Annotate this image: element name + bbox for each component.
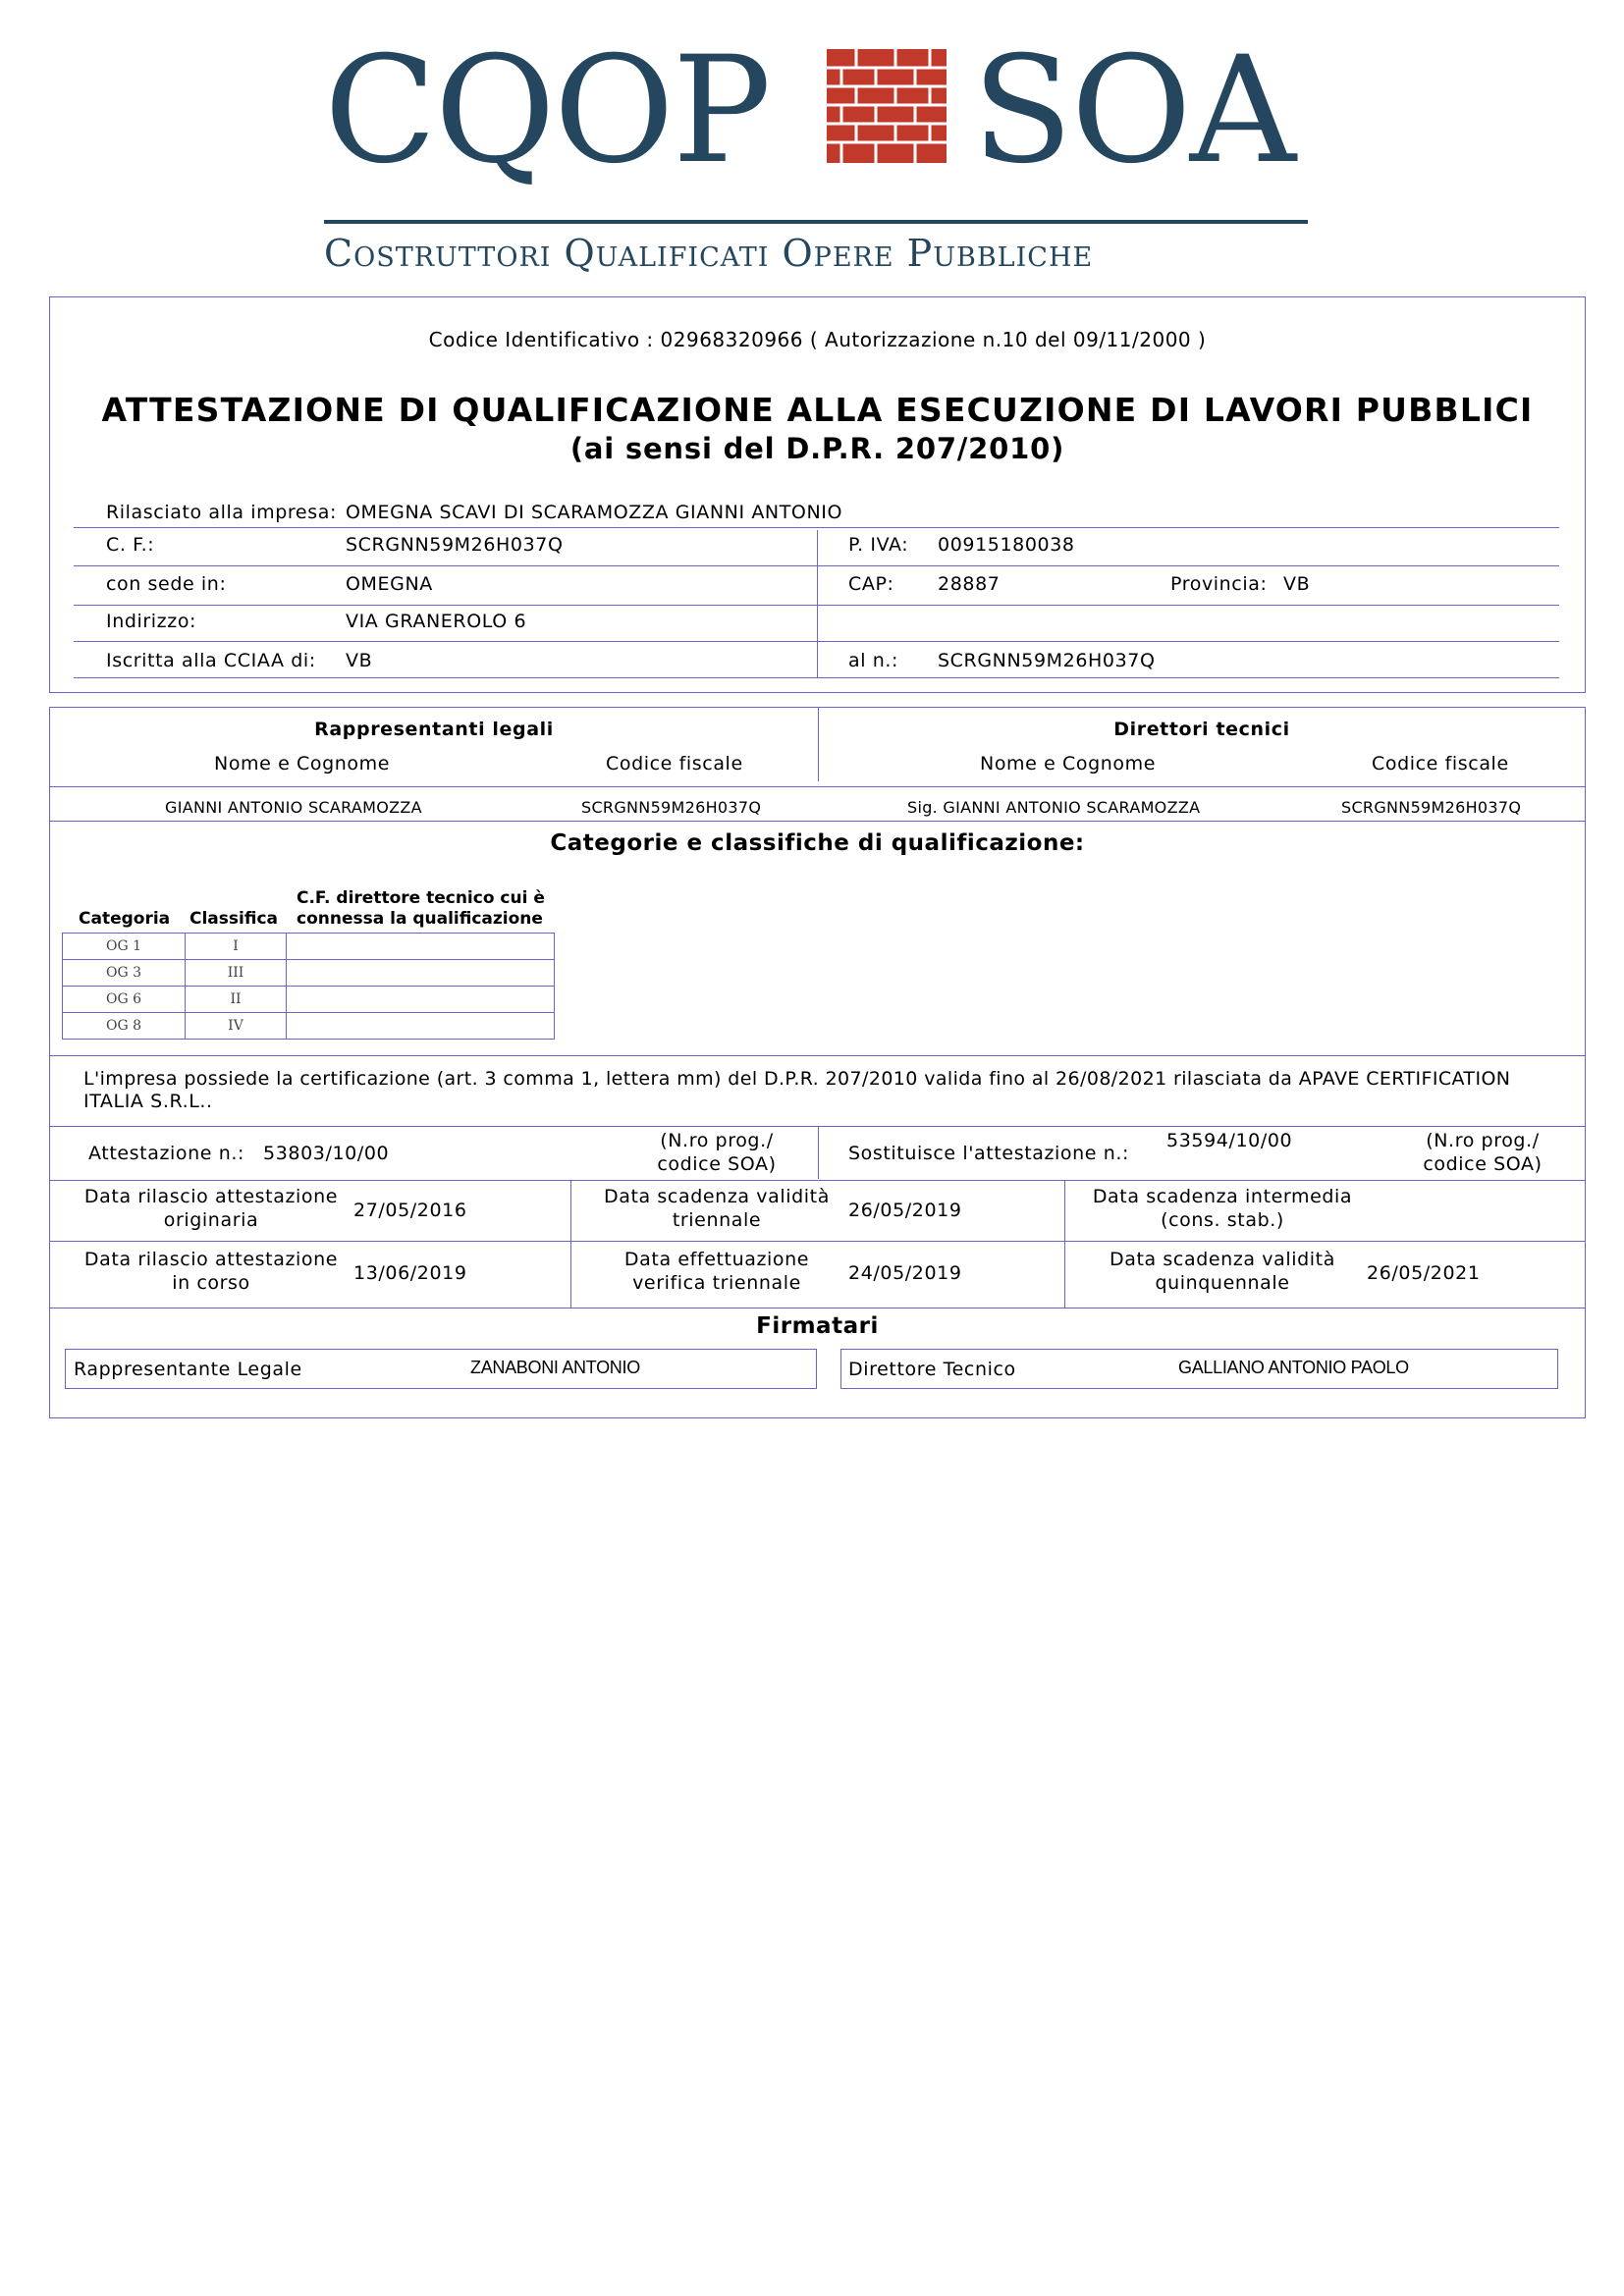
cell-cf xyxy=(287,960,555,987)
direttori-title: Direttori tecnici xyxy=(1113,719,1290,740)
firmatario-dt-name: GALLIANO ANTONIO PAOLO xyxy=(1178,1358,1409,1377)
provincia-value: VB xyxy=(1283,573,1311,595)
row-divider xyxy=(74,527,1559,528)
logo-soa-text: SOA xyxy=(972,26,1295,196)
verifica-value: 24/05/2019 xyxy=(848,1262,962,1284)
cell-categoria: OG 1 xyxy=(63,934,186,960)
col-categoria: Categoria xyxy=(79,909,171,929)
column-divider xyxy=(570,1180,571,1308)
direttori-col-nome: Nome e Cognome xyxy=(980,753,1157,774)
cell-classifica: II xyxy=(186,987,287,1013)
row-divider xyxy=(74,677,1559,678)
column-divider xyxy=(818,707,819,781)
brick-wall-icon xyxy=(827,49,947,163)
scad-trien-line1: Data scadenza validità xyxy=(604,1186,830,1207)
cap-label: CAP: xyxy=(848,573,894,595)
scad-quinq-line2: quinquennale xyxy=(1155,1272,1290,1294)
document-subtitle: (ai sensi del D.P.R. 207/2010) xyxy=(569,432,1065,465)
cell-classifica: III xyxy=(186,960,287,987)
cf-value: SCRGNN59M26H037Q xyxy=(346,534,564,556)
nprog-line2: codice SOA) xyxy=(657,1153,777,1175)
table-row xyxy=(63,1013,555,1040)
firmatario-rl-label: Rappresentante Legale xyxy=(74,1359,302,1380)
column-divider xyxy=(1064,1180,1065,1308)
logo-subtitle: Costruttori Qualificati Opere Pubbliche xyxy=(324,232,1094,275)
certificazione-line1: L'impresa possiede la certificazione (art. 3 comma 1, lettera mm) del D.P.R. 207/2010 valida fino al 26/08/2021 rilasciata da APAVE CERTIFICATION xyxy=(83,1068,1511,1090)
certificazione-line2: ITALIA S.R.L.. xyxy=(83,1091,213,1112)
table-row xyxy=(63,934,555,960)
column-divider xyxy=(818,1126,819,1179)
cqop-soa-logo xyxy=(324,26,1316,275)
col-cf-line2: connessa la qualificazione xyxy=(297,909,543,929)
table-row xyxy=(63,960,555,987)
piva-value: 00915180038 xyxy=(938,534,1075,556)
sost-nprog-line1: (N.ro prog./ xyxy=(1426,1130,1540,1151)
row-divider xyxy=(49,1180,1586,1181)
nprog-line1: (N.ro prog./ xyxy=(660,1130,774,1151)
scad-quinq-line1: Data scadenza validità xyxy=(1110,1249,1335,1270)
logo-cqop-text: CQOP xyxy=(324,26,770,196)
rilascio-corso-line1: Data rilascio attestazione xyxy=(83,1249,339,1270)
sostituisce-label: Sostituisce l'attestazione n.: xyxy=(848,1143,1130,1164)
scad-inter-line2: (cons. stab.) xyxy=(1161,1209,1284,1231)
cf-label: C. F.: xyxy=(106,534,155,556)
attestazione-value: 53803/10/00 xyxy=(263,1143,390,1164)
scad-trien-line2: triennale xyxy=(672,1209,762,1231)
scad-quinq-value: 26/05/2021 xyxy=(1367,1262,1481,1284)
aln-label: al n.: xyxy=(848,650,899,671)
rilascio-orig-line2: originaria xyxy=(163,1209,259,1231)
rilascio-corso-value: 13/06/2019 xyxy=(353,1262,467,1284)
rappresentanti-col-cf: Codice fiscale xyxy=(606,753,743,774)
cell-categoria: OG 6 xyxy=(63,987,186,1013)
rappresentante-nome: GIANNI ANTONIO SCARAMOZZA xyxy=(165,798,422,817)
cell-categoria: OG 3 xyxy=(63,960,186,987)
logo-rule xyxy=(324,220,1308,224)
categorie-title: Categorie e classifiche di qualificazione: xyxy=(550,830,1085,856)
scad-inter-line1: Data scadenza intermedia xyxy=(1092,1186,1353,1207)
rilascio-orig-line1: Data rilascio attestazione xyxy=(83,1186,339,1207)
attestazione-label: Attestazione n.: xyxy=(88,1143,244,1164)
table-row xyxy=(63,987,555,1013)
cciaa-label: Iscritta alla CCIAA di: xyxy=(106,650,316,671)
rappresentante-cf: SCRGNN59M26H037Q xyxy=(581,798,762,817)
col-classifica: Classifica xyxy=(189,909,278,929)
categorie-table xyxy=(62,933,555,1040)
provincia-label: Provincia: xyxy=(1170,573,1268,595)
rilascio-corso-line2: in corso xyxy=(172,1272,250,1294)
col-cf-line1: C.F. direttore tecnico cui è xyxy=(297,888,545,908)
firmatario-rl-name: ZANABONI ANTONIO xyxy=(470,1358,640,1377)
row-divider xyxy=(49,821,1586,822)
direttore-nome: Sig. GIANNI ANTONIO SCARAMOZZA xyxy=(907,798,1201,817)
rappresentanti-col-nome: Nome e Cognome xyxy=(214,753,391,774)
rilasciato-label: Rilasciato alla impresa: xyxy=(106,502,337,523)
firmatari-title: Firmatari xyxy=(756,1313,879,1339)
rilascio-orig-value: 27/05/2016 xyxy=(353,1200,467,1221)
row-divider xyxy=(49,1241,1586,1242)
cell-classifica: IV xyxy=(186,1013,287,1040)
row-divider xyxy=(49,786,1586,787)
cell-classifica: I xyxy=(186,934,287,960)
row-divider xyxy=(49,1055,1586,1056)
cell-cf xyxy=(287,987,555,1013)
sede-label: con sede in: xyxy=(106,573,227,595)
codice-identificativo: Codice Identificativo : 02968320966 ( Autorizzazione n.10 del 09/11/2000 ) xyxy=(428,328,1207,351)
cell-cf xyxy=(287,934,555,960)
scad-trien-value: 26/05/2019 xyxy=(848,1200,962,1221)
indirizzo-label: Indirizzo: xyxy=(106,611,197,632)
piva-label: P. IVA: xyxy=(848,534,909,556)
verifica-line1: Data effettuazione xyxy=(623,1249,810,1270)
rilasciato-value: OMEGNA SCAVI DI SCARAMOZZA GIANNI ANTONIO xyxy=(346,502,843,523)
column-divider xyxy=(817,530,818,677)
rappresentanti-title: Rappresentanti legali xyxy=(314,719,554,740)
cap-value: 28887 xyxy=(938,573,1001,595)
indirizzo-value: VIA GRANEROLO 6 xyxy=(346,611,527,632)
cell-categoria: OG 8 xyxy=(63,1013,186,1040)
sostituisce-value: 53594/10/00 xyxy=(1166,1130,1293,1151)
sede-value: OMEGNA xyxy=(346,573,433,595)
document-title: ATTESTAZIONE DI QUALIFICAZIONE ALLA ESECUZIONE DI LAVORI PUBBLICI xyxy=(101,391,1534,429)
sost-nprog-line2: codice SOA) xyxy=(1423,1153,1543,1175)
direttori-col-cf: Codice fiscale xyxy=(1372,753,1509,774)
verifica-line2: verifica triennale xyxy=(632,1272,801,1294)
direttore-cf: SCRGNN59M26H037Q xyxy=(1341,798,1522,817)
cciaa-value: VB xyxy=(346,650,373,671)
cell-cf xyxy=(287,1013,555,1040)
firmatario-dt-label: Direttore Tecnico xyxy=(848,1359,1016,1380)
aln-value: SCRGNN59M26H037Q xyxy=(938,650,1156,671)
